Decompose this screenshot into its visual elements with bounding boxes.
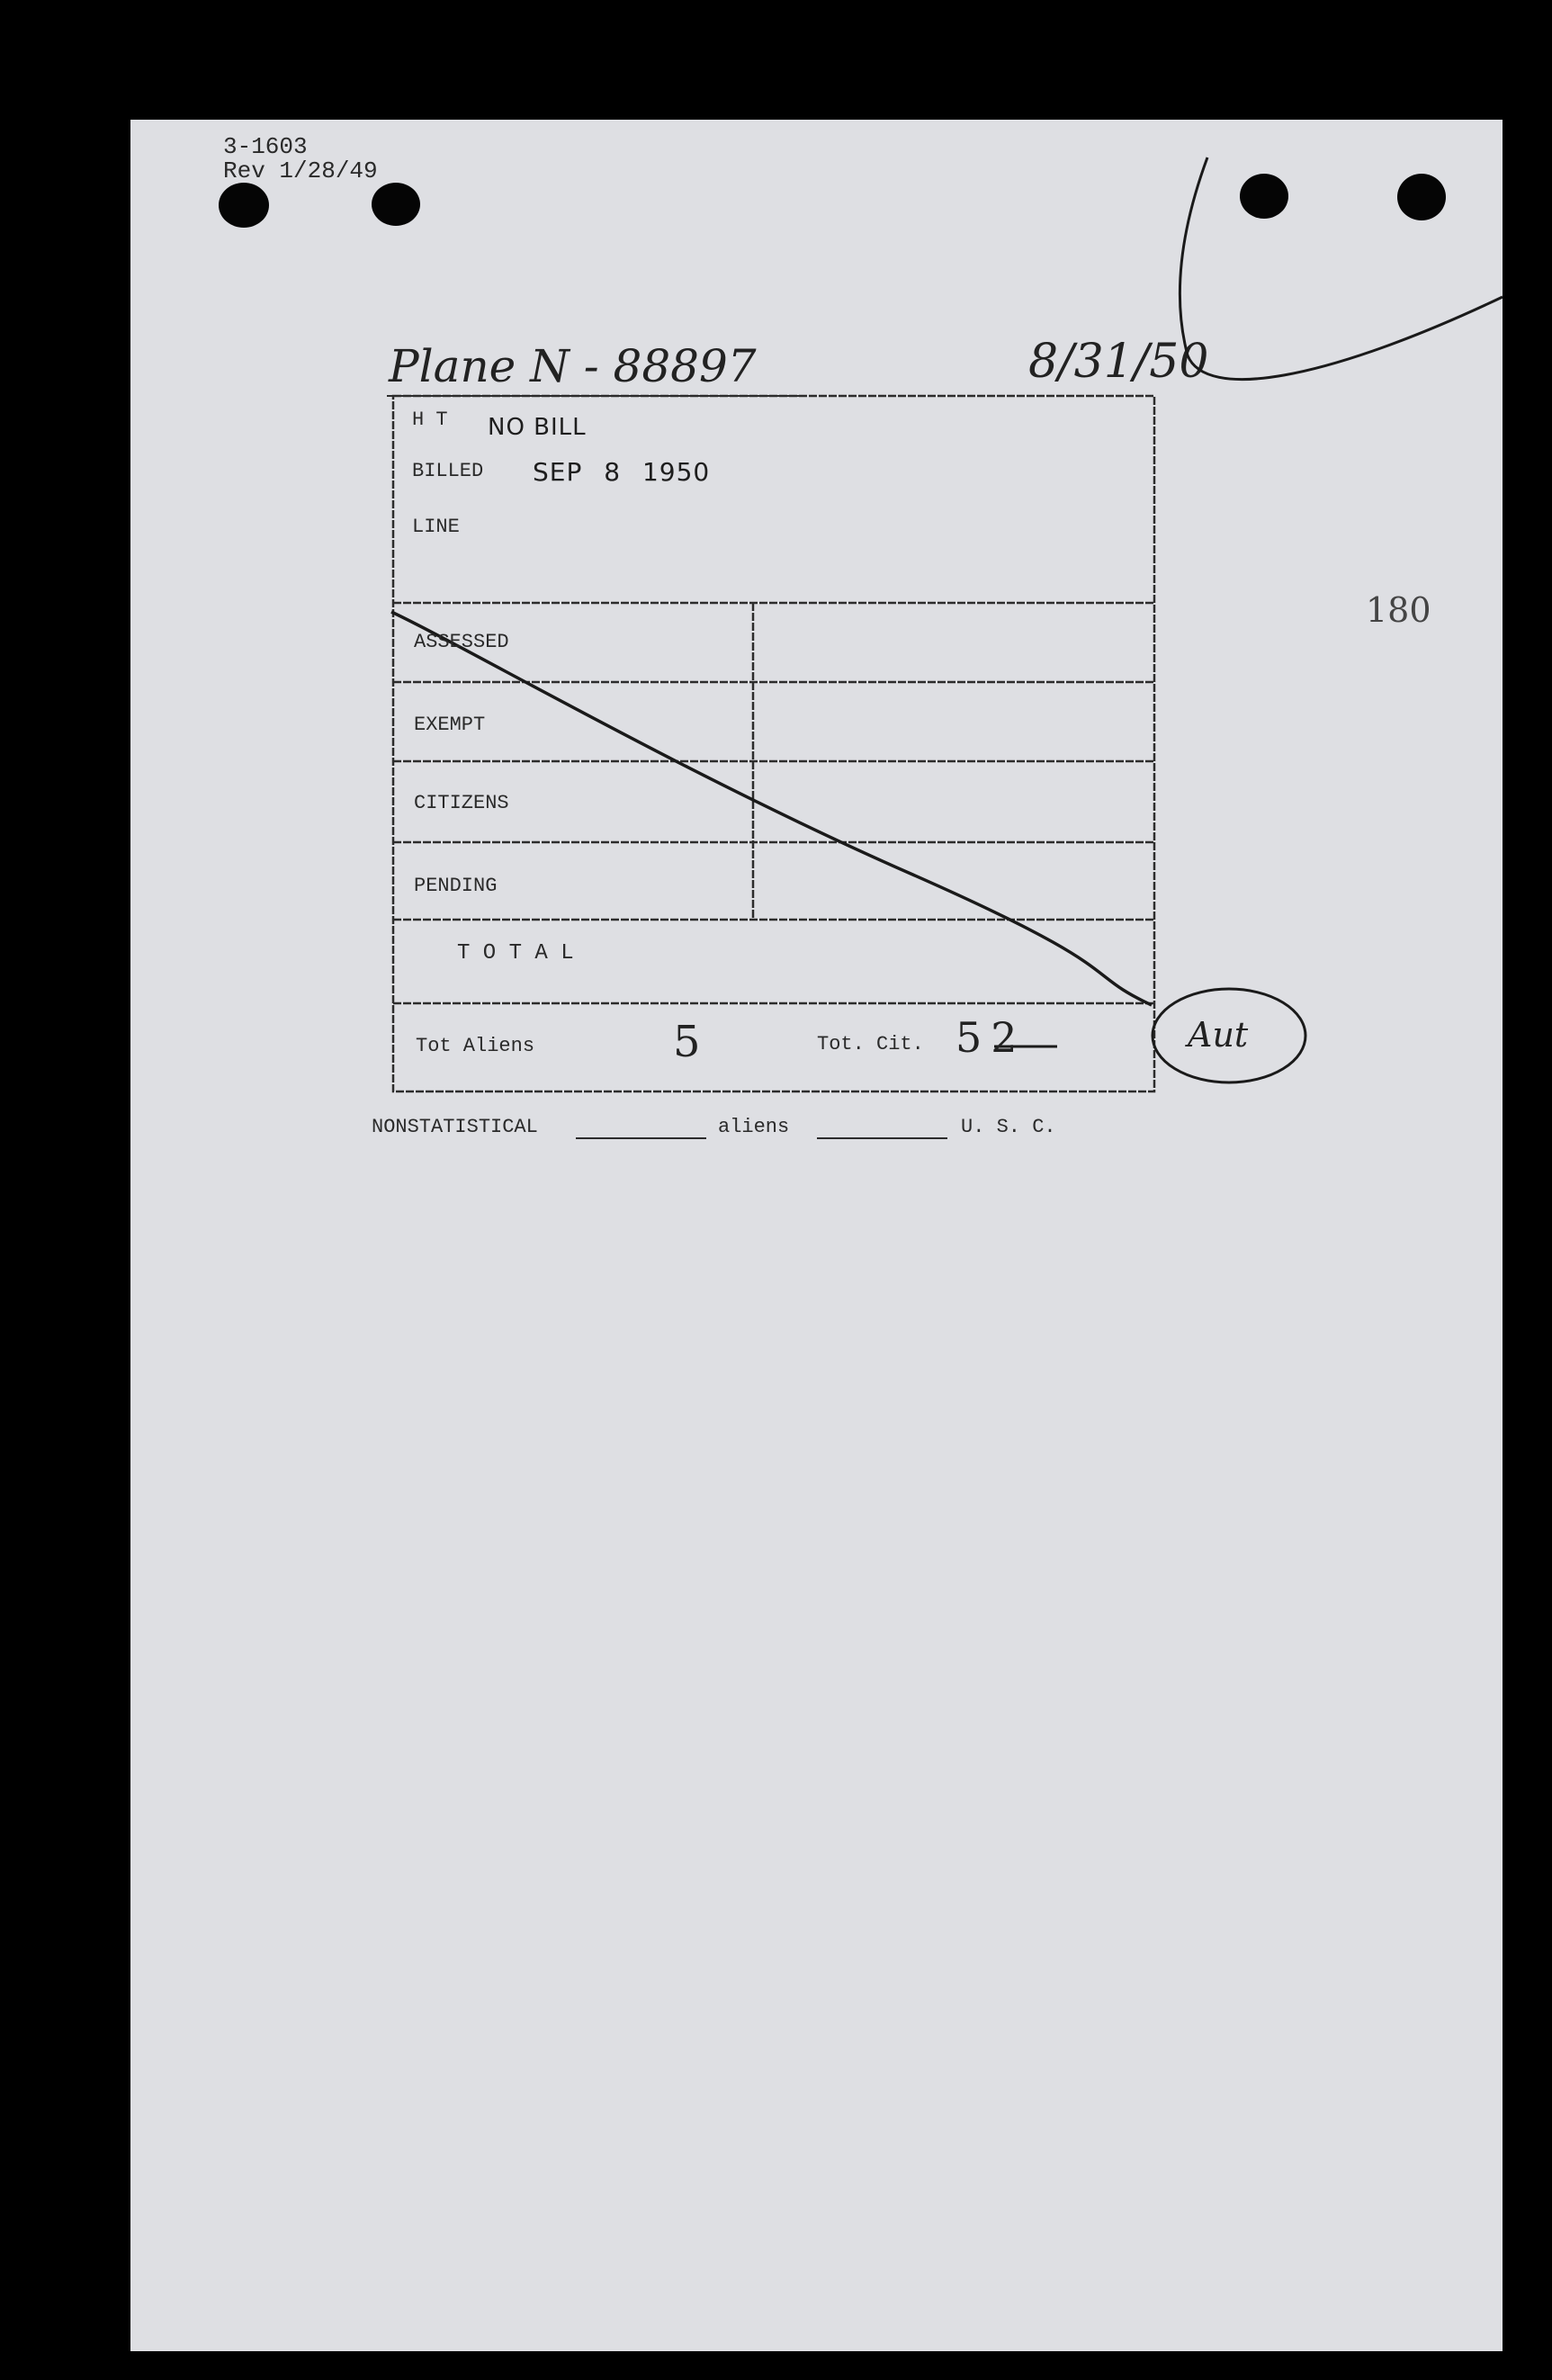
tot-aliens-label: Tot Aliens	[416, 1035, 535, 1057]
total-label: T O T A L	[457, 941, 574, 965]
citizens-label: CITIZENS	[414, 792, 509, 814]
billed-label: BILLED	[412, 460, 484, 482]
assessed-label: ASSESSED	[414, 631, 509, 653]
form-number: 3-1603	[223, 133, 308, 160]
page-number-stamp: 180	[1366, 590, 1431, 630]
tot-cit-value: 52	[955, 1013, 1027, 1062]
form-revision: Rev 1/28/49	[223, 157, 378, 184]
billed-date-stamp: SEP 8 1950	[533, 457, 711, 487]
exempt-label: EXEMPT	[414, 714, 486, 736]
usc-label: U. S. C.	[961, 1116, 1056, 1138]
tot-cit-label: Tot. Cit.	[817, 1033, 924, 1055]
line-label: LINE	[412, 516, 460, 538]
nonstatistical-label: NONSTATISTICAL	[372, 1116, 538, 1138]
ht-label: H T	[412, 409, 448, 431]
vessel-handwritten: Plane N - 88897	[389, 340, 757, 392]
tot-aliens-value: 5	[673, 1017, 701, 1067]
date-handwritten: 8/31/50	[1028, 335, 1209, 389]
pen-stroke	[1180, 157, 1503, 380]
initials-handwritten: Aut	[1188, 1015, 1249, 1055]
aliens-label: aliens	[718, 1116, 790, 1138]
no-bill-stamp: NO BILL	[488, 414, 587, 441]
pending-label: PENDING	[414, 875, 498, 897]
